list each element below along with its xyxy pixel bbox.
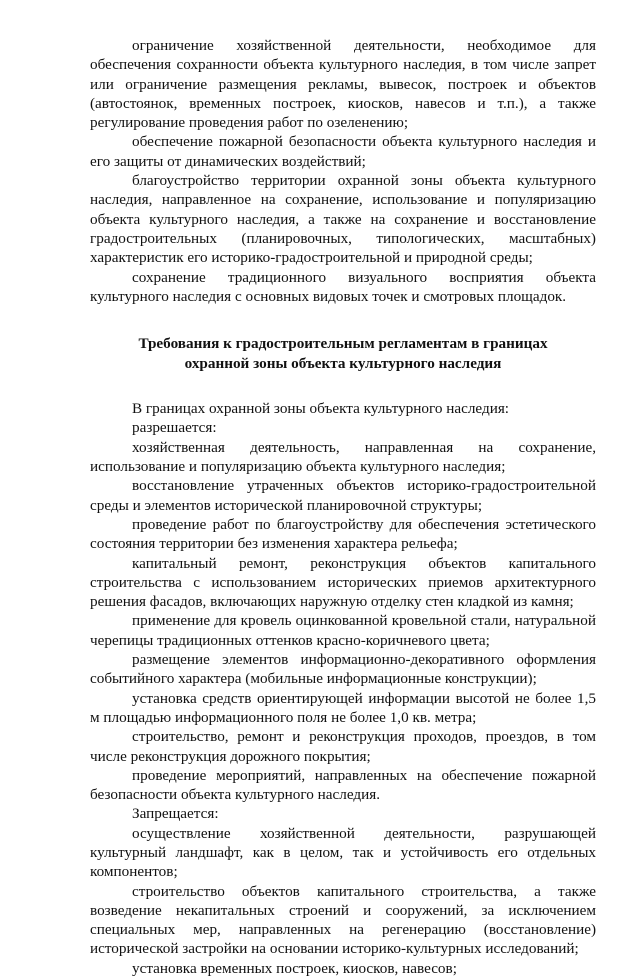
allowed-item: строительство, ремонт и реконструкция проходов, проездов, в том числе реконструкция дорожного покрытия; [90, 728, 596, 765]
paragraph: обеспечение пожарной безопасности объекта культурного наследия и его защиты от динамических воздействий; [90, 133, 596, 170]
forbidden-label: Запрещается: [132, 805, 219, 823]
allowed-item: капитальный ремонт, реконструкция объектов капитального строительства с использованием исторических приемов архитектурного решения фасадов, включающих наружную отделку стен кладкой из камня; [90, 554, 596, 611]
section-heading [90, 334, 596, 373]
allowed-item: восстановление утраченных объектов историко-градостроительной среды и элементов исторической планировочной структуры; [90, 477, 596, 514]
paragraph: сохранение традиционного визуального восприятия объекта культурного наследия с основных видовых точек и смотровых площадок. [90, 268, 596, 305]
allowed-item: проведение работ по благоустройству для обеспечения эстетического состояния территории без изменения характера рельефа; [90, 515, 596, 553]
allowed-label: разрешается: [132, 419, 217, 437]
document-page [90, 36, 596, 978]
allowed-item: установка средств ориентирующей информации высотой не более 1,5 м площадью информационного поля не более 1,0 кв. метра; [90, 689, 596, 726]
allowed-item: применение для кровель оцинкованной кровельной стали, натуральной черепицы традиционных оттенков красно-коричневого цвета; [90, 612, 596, 649]
allowed-item: хозяйственная деятельность, направленная на сохранение, использование и популяризацию объекта культурного наследия; [90, 438, 596, 476]
allowed-item: размещение элементов информационно-декоративного оформления событийного характера (мобильные информационные конструкции); [90, 651, 596, 688]
heading-line-2: охранной зоны объекта культурного наследия [184, 354, 502, 372]
forbidden-item: осуществление хозяйственной деятельности, разрушающей культурный ландшафт, как в целом, так и устойчивость его отдельных компонентов; [90, 824, 596, 881]
forbidden-item: строительство объектов капитального строительства, а также возведение некапитальных строений и сооружений, за исключением специальных мер, направленных на регенерацию (восстановление) исторической застройки на основании историко-культурных исследований; [90, 882, 596, 958]
allowed-item: проведение мероприятий, направленных на обеспечение пожарной безопасности объекта культурного наследия. [90, 766, 596, 804]
paragraph: благоустройство территории охранной зоны объекта культурного наследия, направленное на сохранение, использование и популяризацию объекта культурного наследия, а также на сохранение и восстановление градостроительных (планировочных, типологических, масштабных) характеристик его историко-градостроительной и природной среды; [90, 172, 596, 267]
zone-intro: В границах охранной зоны объекта культурного наследия: [132, 400, 510, 418]
paragraph: ограничение хозяйственной деятельности, необходимое для обеспечения сохранности объекта культурного наследия, в том числе запрет или ограничение размещения рекламы, вывесок, построек и объектов (автостоянок, временных построек, киосков, навесов и т.п.), а также регулирование проведения работ по озеленению; [90, 37, 596, 132]
heading-line-1: Требования к градостроительным регламентам в границах [138, 335, 548, 353]
forbidden-item: установка временных построек, киосков, навесов; [132, 959, 457, 977]
